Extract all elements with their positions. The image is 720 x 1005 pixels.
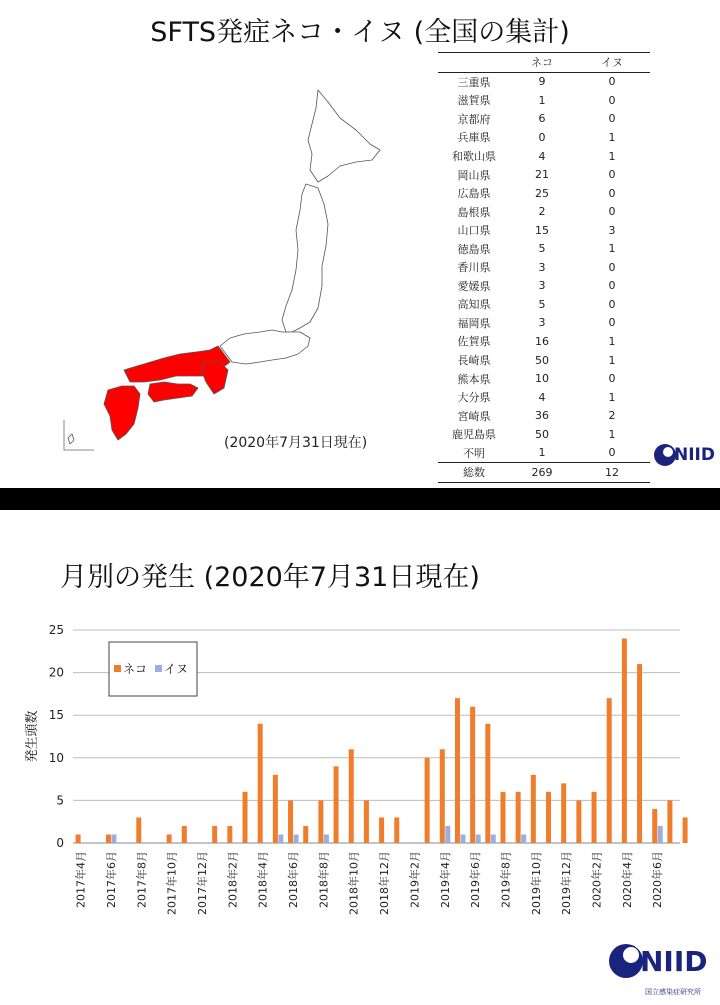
x-tick-label: 2019年10月	[529, 851, 543, 915]
bar-cat	[273, 775, 278, 843]
bar-cat	[622, 639, 627, 843]
x-tick-label: 2019年8月	[499, 851, 513, 908]
table-row	[438, 425, 650, 444]
cell-prefecture: 滋賀県	[457, 94, 491, 108]
bar-cat	[379, 817, 384, 843]
y-tick-label: 25	[48, 623, 64, 637]
cell-prefecture: 京都府	[457, 112, 491, 126]
table-row	[438, 277, 650, 296]
table-row	[438, 165, 650, 184]
total-label: 総数	[438, 463, 510, 483]
y-tick-label: 5	[56, 793, 64, 808]
cell-cat-count: 5	[538, 297, 546, 311]
cell-prefecture: 不明	[463, 446, 485, 460]
bar-cat	[258, 724, 263, 843]
cell-cat-count: 10	[535, 372, 549, 386]
cell-cat-count: 4	[538, 390, 546, 404]
bar-cat	[667, 800, 672, 843]
cell-cat-count: 21	[535, 168, 549, 182]
bar-cat	[637, 664, 642, 843]
cell-prefecture: 宮崎県	[457, 409, 491, 423]
cell-dog-count: 0	[608, 75, 616, 89]
cell-dog-count: 1	[608, 353, 616, 367]
cell-dog-count: 1	[608, 130, 616, 144]
cell-cat-count: 1	[538, 93, 546, 107]
bar-cat	[106, 834, 111, 843]
cell-dog-count: 0	[608, 297, 616, 311]
cell-cat-count: 4	[538, 149, 546, 163]
cell-prefecture: 広島県	[457, 187, 491, 201]
bar-cat	[500, 792, 505, 843]
x-tick-label: 2019年4月	[438, 851, 452, 908]
bar-dog	[476, 834, 481, 843]
bar-dog	[460, 834, 465, 843]
bar-dog	[491, 834, 496, 843]
monthly-bar-chart	[0, 618, 720, 948]
cell-prefecture: 熊本県	[457, 372, 491, 386]
table-row	[438, 128, 650, 147]
cell-prefecture: 高知県	[457, 298, 491, 312]
cell-cat-count: 50	[535, 427, 549, 441]
table-row	[438, 221, 650, 240]
table-header-prefecture	[438, 53, 510, 73]
legend-label-dog: イヌ	[164, 662, 189, 676]
table-row	[438, 388, 650, 407]
bar-cat	[652, 809, 657, 843]
bar-cat	[334, 766, 339, 843]
cell-cat-count: 5	[538, 242, 546, 256]
cell-cat-count: 16	[535, 334, 549, 348]
cell-cat-count: 25	[535, 186, 549, 200]
cell-dog-count: 1	[608, 390, 616, 404]
honshu-north	[282, 184, 328, 332]
x-tick-label: 2017年6月	[104, 851, 118, 908]
x-tick-label: 2017年12月	[195, 851, 209, 915]
niid-logo-subtitle: 国立感染症研究所	[645, 988, 701, 996]
x-tick-label: 2019年2月	[408, 851, 422, 908]
x-tick-label: 2018年6月	[287, 851, 301, 908]
page-title: SFTS発症ネコ・イヌ (全国の集計)	[150, 17, 570, 48]
bar-cat	[182, 826, 187, 843]
x-tick-label: 2018年12月	[378, 851, 392, 915]
cell-prefecture: 三重県	[457, 75, 491, 89]
cell-cat-count: 3	[538, 260, 546, 274]
cell-prefecture: 大分県	[457, 391, 491, 405]
bar-cat	[531, 775, 536, 843]
table-total-row	[438, 463, 650, 483]
table-row	[438, 369, 650, 388]
cell-prefecture: 鹿児島県	[452, 428, 496, 442]
bar-cat	[546, 792, 551, 843]
cell-prefecture: 佐賀県	[457, 335, 491, 349]
y-tick-label: 15	[48, 708, 64, 723]
table-row	[438, 184, 650, 203]
table-header-dog: イヌ	[574, 53, 650, 73]
table-row	[438, 72, 650, 91]
y-axis-label: 発生頭数	[25, 710, 40, 763]
bar-cat	[440, 749, 445, 843]
cell-dog-count: 0	[608, 372, 616, 386]
niid-logo-2	[605, 938, 715, 1000]
cell-prefecture: 福岡県	[457, 316, 491, 330]
total-dog: 12	[574, 463, 650, 483]
cell-prefecture: 島根県	[457, 205, 491, 219]
table-header-cat: ネコ	[510, 53, 574, 73]
bar-dog	[294, 834, 299, 843]
cell-prefecture: 兵庫県	[457, 131, 491, 145]
y-tick-label: 20	[48, 665, 64, 680]
cell-prefecture: 香川県	[457, 261, 491, 275]
bar-cat	[227, 826, 232, 843]
legend-swatch-dog	[155, 665, 162, 672]
cell-dog-count: 1	[608, 149, 616, 163]
x-tick-label: 2020年6月	[651, 851, 665, 908]
cell-dog-count: 0	[608, 205, 616, 219]
cell-dog-count: 0	[608, 186, 616, 200]
bar-dog	[278, 834, 283, 843]
cell-dog-count: 0	[608, 112, 616, 126]
bar-cat	[212, 826, 217, 843]
cell-dog-count: 2	[608, 409, 616, 423]
table-row	[438, 110, 650, 129]
cell-cat-count: 36	[535, 409, 549, 423]
x-tick-label: 2020年2月	[590, 851, 604, 908]
bar-cat	[243, 792, 248, 843]
x-tick-label: 2017年8月	[135, 851, 149, 908]
bar-dog	[324, 834, 329, 843]
x-tick-label: 2020年4月	[620, 851, 634, 908]
niid-logo-text: NIID	[674, 445, 715, 465]
niid-logo	[652, 440, 716, 484]
cell-dog-count: 1	[608, 427, 616, 441]
bar-cat	[561, 783, 566, 843]
cell-prefecture: 愛媛県	[457, 279, 491, 293]
cell-dog-count: 0	[608, 316, 616, 330]
cell-cat-count: 0	[538, 130, 546, 144]
legend-label-cat: ネコ	[123, 662, 148, 676]
table-row	[438, 406, 650, 425]
bar-cat	[470, 707, 475, 843]
hokkaido	[308, 90, 380, 182]
bar-cat	[318, 800, 323, 843]
bar-cat	[485, 724, 490, 843]
cell-dog-count: 0	[608, 93, 616, 107]
bar-cat	[516, 792, 521, 843]
cell-dog-count: 0	[608, 168, 616, 182]
table-row	[438, 239, 650, 258]
table-row	[438, 202, 650, 221]
bar-cat	[683, 817, 688, 843]
cell-dog-count: 1	[608, 334, 616, 348]
bar-cat	[136, 817, 141, 843]
cell-prefecture: 長崎県	[457, 354, 491, 368]
bar-dog	[521, 834, 526, 843]
honshu-central	[220, 330, 310, 364]
bar-dog	[658, 826, 663, 843]
table-row	[438, 351, 650, 370]
bar-cat	[76, 834, 81, 843]
cell-cat-count: 15	[535, 223, 549, 237]
chart-title: 月別の発生 (2020年7月31日現在)	[60, 562, 480, 593]
bar-cat	[167, 834, 172, 843]
x-tick-label: 2018年4月	[256, 851, 270, 908]
x-tick-label: 2018年10月	[347, 851, 361, 915]
kyushu	[104, 386, 140, 440]
table-header-row	[438, 53, 650, 73]
bar-cat	[349, 749, 354, 843]
y-tick-label: 0	[56, 836, 64, 850]
cell-prefecture: 山口県	[457, 224, 491, 238]
cell-prefecture: 徳島県	[457, 242, 491, 256]
cell-dog-count: 0	[608, 260, 616, 274]
cell-cat-count: 3	[538, 316, 546, 330]
kii	[202, 362, 228, 394]
japan-map	[60, 70, 390, 490]
cell-dog-count: 0	[608, 279, 616, 293]
slide-prefecture-summary	[0, 0, 720, 488]
bar-cat	[364, 800, 369, 843]
cell-dog-count: 3	[608, 223, 616, 237]
table-row	[438, 91, 650, 110]
x-tick-label: 2017年4月	[74, 851, 88, 908]
table-row	[438, 295, 650, 314]
okinawa-inset-frame	[64, 420, 94, 450]
bar-cat	[394, 817, 399, 843]
cell-prefecture: 岡山県	[457, 168, 491, 182]
bar-cat	[592, 792, 597, 843]
cell-dog-count: 0	[608, 446, 616, 460]
table-row	[438, 258, 650, 277]
bar-cat	[455, 698, 460, 843]
bar-cat	[576, 800, 581, 843]
cell-cat-count: 9	[538, 75, 546, 89]
cell-cat-count: 1	[538, 446, 546, 460]
cell-cat-count: 6	[538, 112, 546, 126]
x-tick-label: 2018年2月	[226, 851, 240, 908]
bar-cat	[303, 826, 308, 843]
bar-cat	[425, 758, 430, 843]
total-cat: 269	[510, 463, 574, 483]
x-tick-label: 2019年12月	[560, 851, 574, 915]
x-tick-label: 2017年10月	[165, 851, 179, 915]
niid-logo-text: NIID	[640, 945, 708, 978]
x-tick-label: 2018年8月	[317, 851, 331, 908]
bar-dog	[445, 826, 450, 843]
bar-cat	[288, 800, 293, 843]
as-of-date: (2020年7月31日現在)	[224, 435, 368, 451]
y-tick-label: 10	[48, 750, 64, 765]
legend-swatch-cat	[114, 665, 121, 672]
table-row	[438, 314, 650, 333]
bar-dog	[111, 834, 116, 843]
bar-cat	[607, 698, 612, 843]
cell-cat-count: 3	[538, 279, 546, 293]
table-row	[438, 443, 650, 462]
cell-prefecture: 和歌山県	[452, 150, 496, 163]
table-row	[438, 147, 650, 166]
x-tick-label: 2019年6月	[469, 851, 483, 908]
prefecture-table	[438, 52, 650, 483]
shikoku	[148, 382, 198, 402]
cell-dog-count: 1	[608, 242, 616, 256]
cell-cat-count: 2	[538, 205, 546, 219]
cell-cat-count: 50	[535, 353, 549, 367]
okinawa	[68, 434, 74, 444]
table-row	[438, 332, 650, 351]
